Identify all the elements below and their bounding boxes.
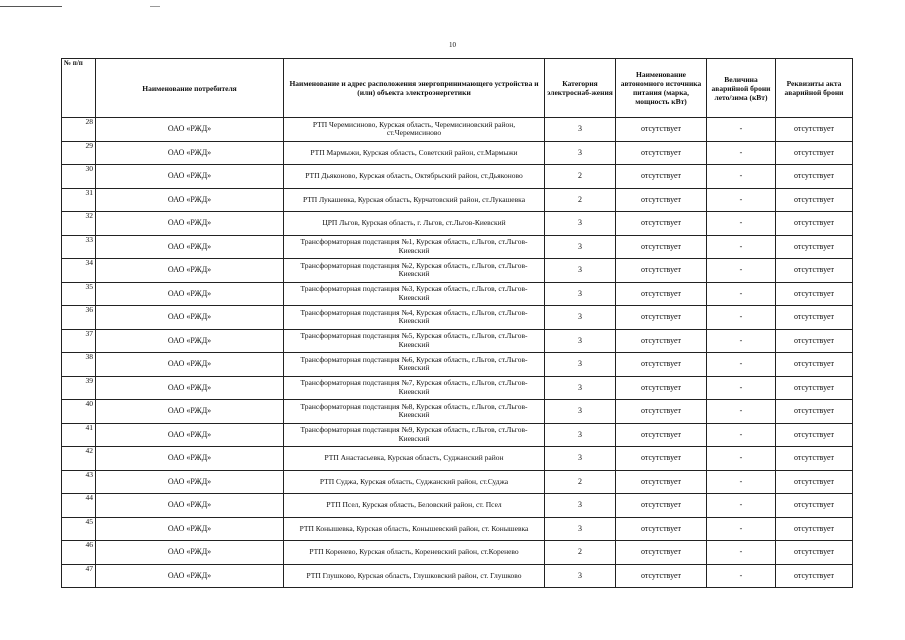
reserve-value-cell: - bbox=[707, 235, 776, 259]
energy-reserve-table bbox=[61, 58, 853, 588]
header-category: Категория электроснаб-жения bbox=[545, 59, 616, 118]
act-details-cell: отсутствует bbox=[776, 118, 853, 142]
object-address-cell: РТП Глушково, Курская область, Глушковский район, ст. Глушково bbox=[284, 564, 545, 588]
act-details-cell: отсутствует bbox=[776, 329, 853, 353]
table-row bbox=[62, 494, 853, 518]
power-source-cell: отсутствует bbox=[616, 141, 707, 165]
category-cell: 2 bbox=[545, 470, 616, 494]
consumer-cell: ОАО «РЖД» bbox=[96, 259, 284, 283]
reserve-value-cell: - bbox=[707, 259, 776, 283]
scan-edge-line bbox=[0, 6, 62, 7]
act-details-cell: отсутствует bbox=[776, 235, 853, 259]
row-number: 40 bbox=[62, 400, 96, 424]
reserve-value-cell: - bbox=[707, 353, 776, 377]
reserve-value-cell: - bbox=[707, 141, 776, 165]
object-address-cell: РТП Конышевка, Курская область, Конышевский район, ст. Конышевка bbox=[284, 517, 545, 541]
act-details-cell: отсутствует bbox=[776, 141, 853, 165]
consumer-cell: ОАО «РЖД» bbox=[96, 517, 284, 541]
reserve-value-cell: - bbox=[707, 423, 776, 447]
scan-edge-line-short bbox=[150, 6, 160, 7]
object-address-cell: РТП Дьяконово, Курская область, Октябрьский район, ст.Дьяконово bbox=[284, 165, 545, 189]
object-address-cell: Трансформаторная подстанция №1, Курская область, г.Льгов, ст.Льгов-Киевский bbox=[284, 235, 545, 259]
act-details-cell: отсутствует bbox=[776, 376, 853, 400]
reserve-value-cell: - bbox=[707, 165, 776, 189]
table-header-row bbox=[62, 59, 853, 118]
consumer-cell: ОАО «РЖД» bbox=[96, 282, 284, 306]
act-details-cell: отсутствует bbox=[776, 353, 853, 377]
category-cell: 3 bbox=[545, 212, 616, 236]
act-details-cell: отсутствует bbox=[776, 400, 853, 424]
table-row bbox=[62, 306, 853, 330]
act-details-cell: отсутствует bbox=[776, 541, 853, 565]
power-source-cell: отсутствует bbox=[616, 564, 707, 588]
row-number: 31 bbox=[62, 188, 96, 212]
row-number: 42 bbox=[62, 447, 96, 471]
act-details-cell: отсутствует bbox=[776, 423, 853, 447]
category-cell: 3 bbox=[545, 517, 616, 541]
table-row bbox=[62, 259, 853, 283]
table-row bbox=[62, 353, 853, 377]
act-details-cell: отсутствует bbox=[776, 188, 853, 212]
object-address-cell: РТП Мармыжи, Курская область, Советский район, ст.Мармыжи bbox=[284, 141, 545, 165]
category-cell: 3 bbox=[545, 235, 616, 259]
row-number: 45 bbox=[62, 517, 96, 541]
header-source: Наименование автономного источника питания (марка, мощность кВт) bbox=[616, 59, 707, 118]
reserve-value-cell: - bbox=[707, 447, 776, 471]
object-address-cell: Трансформаторная подстанция №9, Курская область, г.Льгов, ст.Льгов-Киевский bbox=[284, 423, 545, 447]
power-source-cell: отсутствует bbox=[616, 517, 707, 541]
row-number: 29 bbox=[62, 141, 96, 165]
act-details-cell: отсутствует bbox=[776, 447, 853, 471]
consumer-cell: ОАО «РЖД» bbox=[96, 329, 284, 353]
table-row bbox=[62, 376, 853, 400]
power-source-cell: отсутствует bbox=[616, 423, 707, 447]
row-number: 47 bbox=[62, 564, 96, 588]
category-cell: 3 bbox=[545, 494, 616, 518]
act-details-cell: отсутствует bbox=[776, 517, 853, 541]
header-object: Наименование и адрес расположения энергопринимающего устройства и (или) объекта электроэнергетики bbox=[284, 59, 545, 118]
object-address-cell: РТП Анастасьевка, Курская область, Суджанский район bbox=[284, 447, 545, 471]
row-number: 35 bbox=[62, 282, 96, 306]
consumer-cell: ОАО «РЖД» bbox=[96, 541, 284, 565]
header-act: Реквизиты акта аварийной брони bbox=[776, 59, 853, 118]
object-address-cell: Трансформаторная подстанция №2, Курская область, г.Льгов, ст.Льгов-Киевский bbox=[284, 259, 545, 283]
object-address-cell: Трансформаторная подстанция №7, Курская область, г.Льгов, ст.Льгов-Киевский bbox=[284, 376, 545, 400]
power-source-cell: отсутствует bbox=[616, 494, 707, 518]
reserve-value-cell: - bbox=[707, 306, 776, 330]
row-number: 30 bbox=[62, 165, 96, 189]
category-cell: 3 bbox=[545, 423, 616, 447]
category-cell: 3 bbox=[545, 259, 616, 283]
consumer-cell: ОАО «РЖД» bbox=[96, 141, 284, 165]
reserve-value-cell: - bbox=[707, 494, 776, 518]
table-row bbox=[62, 165, 853, 189]
object-address-cell: Трансформаторная подстанция №6, Курская область, г.Льгов, ст.Льгов-Киевский bbox=[284, 353, 545, 377]
table-row bbox=[62, 329, 853, 353]
power-source-cell: отсутствует bbox=[616, 329, 707, 353]
table-row bbox=[62, 470, 853, 494]
power-source-cell: отсутствует bbox=[616, 447, 707, 471]
reserve-value-cell: - bbox=[707, 376, 776, 400]
object-address-cell: РТП Коренево, Курская область, Кореневский район, ст.Коренево bbox=[284, 541, 545, 565]
table-row bbox=[62, 423, 853, 447]
table-row bbox=[62, 447, 853, 471]
object-address-cell: Трансформаторная подстанция №4, Курская область, г.Льгов, ст.Льгов-Киевский bbox=[284, 306, 545, 330]
power-source-cell: отсутствует bbox=[616, 118, 707, 142]
power-source-cell: отсутствует bbox=[616, 212, 707, 236]
reserve-value-cell: - bbox=[707, 541, 776, 565]
category-cell: 3 bbox=[545, 141, 616, 165]
act-details-cell: отсутствует bbox=[776, 564, 853, 588]
category-cell: 3 bbox=[545, 564, 616, 588]
row-number: 37 bbox=[62, 329, 96, 353]
category-cell: 2 bbox=[545, 188, 616, 212]
object-address-cell: Трансформаторная подстанция №5, Курская область, г.Льгов, ст.Льгов-Киевский bbox=[284, 329, 545, 353]
row-number: 36 bbox=[62, 306, 96, 330]
consumer-cell: ОАО «РЖД» bbox=[96, 212, 284, 236]
category-cell: 2 bbox=[545, 541, 616, 565]
row-number: 41 bbox=[62, 423, 96, 447]
row-number: 46 bbox=[62, 541, 96, 565]
header-num: № п/п bbox=[62, 59, 96, 118]
table-row bbox=[62, 282, 853, 306]
category-cell: 3 bbox=[545, 329, 616, 353]
reserve-value-cell: - bbox=[707, 188, 776, 212]
table-row bbox=[62, 564, 853, 588]
reserve-value-cell: - bbox=[707, 329, 776, 353]
consumer-cell: ОАО «РЖД» bbox=[96, 376, 284, 400]
act-details-cell: отсутствует bbox=[776, 470, 853, 494]
consumer-cell: ОАО «РЖД» bbox=[96, 188, 284, 212]
act-details-cell: отсутствует bbox=[776, 212, 853, 236]
power-source-cell: отсутствует bbox=[616, 306, 707, 330]
table-row bbox=[62, 212, 853, 236]
power-source-cell: отсутствует bbox=[616, 353, 707, 377]
row-number: 43 bbox=[62, 470, 96, 494]
power-source-cell: отсутствует bbox=[616, 470, 707, 494]
power-source-cell: отсутствует bbox=[616, 400, 707, 424]
table-row bbox=[62, 541, 853, 565]
category-cell: 3 bbox=[545, 447, 616, 471]
table-row bbox=[62, 118, 853, 142]
table-row bbox=[62, 188, 853, 212]
consumer-cell: ОАО «РЖД» bbox=[96, 564, 284, 588]
reserve-value-cell: - bbox=[707, 212, 776, 236]
power-source-cell: отсутствует bbox=[616, 235, 707, 259]
row-number: 28 bbox=[62, 118, 96, 142]
table-row bbox=[62, 235, 853, 259]
consumer-cell: ОАО «РЖД» bbox=[96, 235, 284, 259]
row-number: 44 bbox=[62, 494, 96, 518]
reserve-value-cell: - bbox=[707, 118, 776, 142]
table-row bbox=[62, 517, 853, 541]
act-details-cell: отсутствует bbox=[776, 494, 853, 518]
act-details-cell: отсутствует bbox=[776, 306, 853, 330]
reserve-value-cell: - bbox=[707, 564, 776, 588]
object-address-cell: РТП Псел, Курская область, Беловский район, ст. Псел bbox=[284, 494, 545, 518]
object-address-cell: Трансформаторная подстанция №8, Курская область, г.Льгов, ст.Льгов-Киевский bbox=[284, 400, 545, 424]
table-row bbox=[62, 400, 853, 424]
object-address-cell: ЦРП Льгов, Курская область, г. Льгов, ст.Льгов-Киевский bbox=[284, 212, 545, 236]
consumer-cell: ОАО «РЖД» bbox=[96, 470, 284, 494]
consumer-cell: ОАО «РЖД» bbox=[96, 353, 284, 377]
object-address-cell: РТП Лукашевка, Курская область, Курчатовский район, ст.Лукашевка bbox=[284, 188, 545, 212]
category-cell: 3 bbox=[545, 118, 616, 142]
category-cell: 3 bbox=[545, 306, 616, 330]
reserve-value-cell: - bbox=[707, 282, 776, 306]
act-details-cell: отсутствует bbox=[776, 282, 853, 306]
category-cell: 3 bbox=[545, 353, 616, 377]
header-reserve: Величина аварийной брони лето/зима (кВт) bbox=[707, 59, 776, 118]
table-body bbox=[62, 118, 853, 588]
row-number: 33 bbox=[62, 235, 96, 259]
act-details-cell: отсутствует bbox=[776, 259, 853, 283]
category-cell: 3 bbox=[545, 376, 616, 400]
consumer-cell: ОАО «РЖД» bbox=[96, 494, 284, 518]
consumer-cell: ОАО «РЖД» bbox=[96, 306, 284, 330]
table-row bbox=[62, 141, 853, 165]
reserve-value-cell: - bbox=[707, 470, 776, 494]
category-cell: 3 bbox=[545, 400, 616, 424]
category-cell: 2 bbox=[545, 165, 616, 189]
power-source-cell: отсутствует bbox=[616, 165, 707, 189]
reserve-value-cell: - bbox=[707, 517, 776, 541]
power-source-cell: отсутствует bbox=[616, 376, 707, 400]
header-consumer: Наименование потребителя bbox=[96, 59, 284, 118]
consumer-cell: ОАО «РЖД» bbox=[96, 118, 284, 142]
row-number: 38 bbox=[62, 353, 96, 377]
act-details-cell: отсутствует bbox=[776, 165, 853, 189]
consumer-cell: ОАО «РЖД» bbox=[96, 165, 284, 189]
power-source-cell: отсутствует bbox=[616, 541, 707, 565]
consumer-cell: ОАО «РЖД» bbox=[96, 423, 284, 447]
reserve-value-cell: - bbox=[707, 400, 776, 424]
object-address-cell: Трансформаторная подстанция №3, Курская область, г.Льгов, ст.Льгов-Киевский bbox=[284, 282, 545, 306]
power-source-cell: отсутствует bbox=[616, 259, 707, 283]
power-source-cell: отсутствует bbox=[616, 188, 707, 212]
consumer-cell: ОАО «РЖД» bbox=[96, 447, 284, 471]
row-number: 32 bbox=[62, 212, 96, 236]
object-address-cell: РТП Черемисиново, Курская область, Черемисиновский район, ст.Черемисиново bbox=[284, 118, 545, 142]
row-number: 34 bbox=[62, 259, 96, 283]
consumer-cell: ОАО «РЖД» bbox=[96, 400, 284, 424]
category-cell: 3 bbox=[545, 282, 616, 306]
page-number: 10 bbox=[449, 41, 456, 49]
row-number: 39 bbox=[62, 376, 96, 400]
power-source-cell: отсутствует bbox=[616, 282, 707, 306]
object-address-cell: РТП Суджа, Курская область, Суджанский район, ст.Суджа bbox=[284, 470, 545, 494]
